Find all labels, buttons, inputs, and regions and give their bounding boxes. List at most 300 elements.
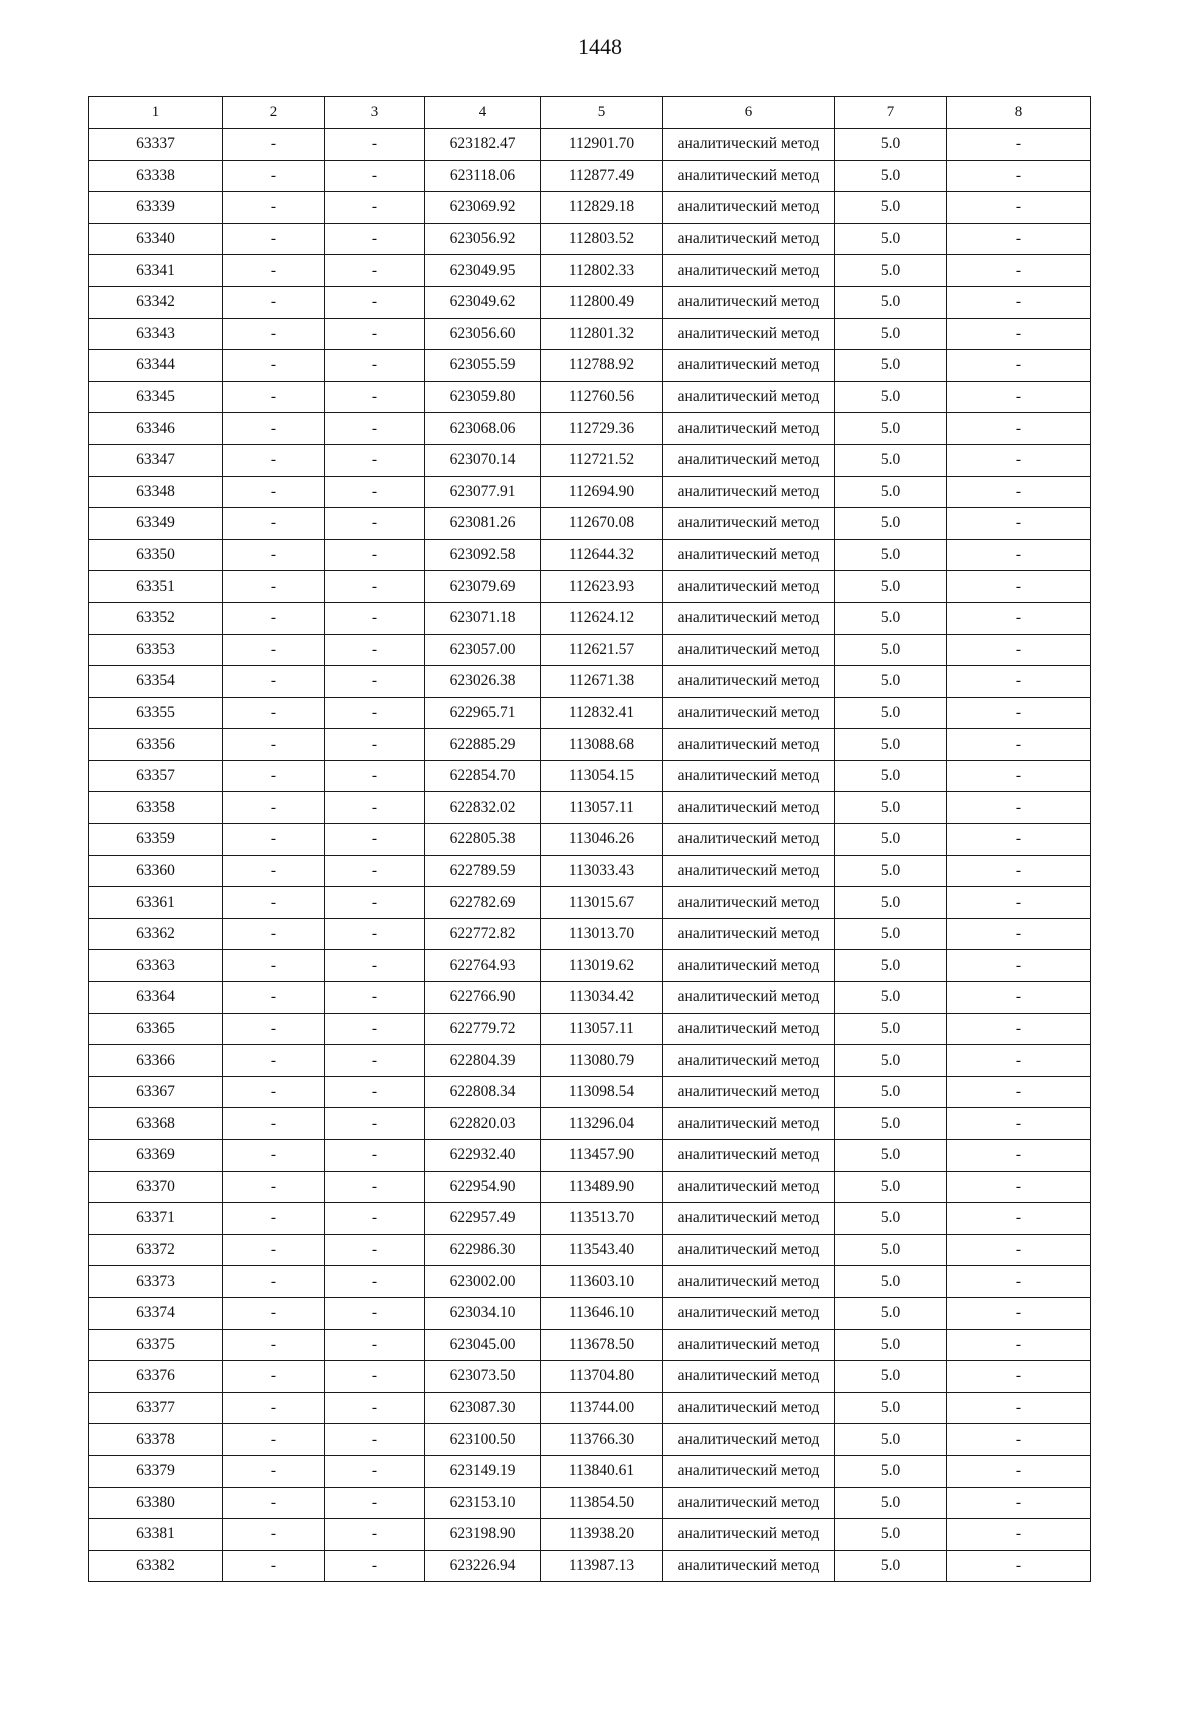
table-cell-col-8: - xyxy=(947,1171,1091,1203)
table-cell-col-6: аналитический метод xyxy=(663,508,835,540)
table-cell-col-1: 63382 xyxy=(89,1550,223,1582)
table-cell-col-2: - xyxy=(223,1108,325,1140)
table-cell-col-2: - xyxy=(223,760,325,792)
table-cell-col-3: - xyxy=(325,824,425,856)
table-row xyxy=(89,1076,1091,1108)
table-cell-col-4: 623073.50 xyxy=(425,1361,541,1393)
table-cell-col-4: 623226.94 xyxy=(425,1550,541,1582)
table-cell-col-8: - xyxy=(947,697,1091,729)
table-cell-col-1: 63338 xyxy=(89,160,223,192)
column-header-5: 5 xyxy=(541,97,663,129)
table-cell-col-5: 113543.40 xyxy=(541,1234,663,1266)
table-cell-col-1: 63371 xyxy=(89,1203,223,1235)
table-cell-col-4: 623069.92 xyxy=(425,192,541,224)
table-cell-col-5: 113057.11 xyxy=(541,1013,663,1045)
table-cell-col-6: аналитический метод xyxy=(663,697,835,729)
table-cell-col-8: - xyxy=(947,1424,1091,1456)
table-cell-col-7: 5.0 xyxy=(835,1297,947,1329)
table-row xyxy=(89,950,1091,982)
table-cell-col-2: - xyxy=(223,1013,325,1045)
table-cell-col-7: 5.0 xyxy=(835,1140,947,1172)
table-row xyxy=(89,1424,1091,1456)
table-cell-col-2: - xyxy=(223,318,325,350)
table-cell-col-5: 112832.41 xyxy=(541,697,663,729)
table-cell-col-8: - xyxy=(947,1550,1091,1582)
table-row xyxy=(89,476,1091,508)
table-cell-col-7: 5.0 xyxy=(835,1550,947,1582)
table-cell-col-5: 113603.10 xyxy=(541,1266,663,1298)
table-cell-col-5: 112901.70 xyxy=(541,129,663,161)
table-row xyxy=(89,697,1091,729)
table-row xyxy=(89,1392,1091,1424)
table-cell-col-2: - xyxy=(223,571,325,603)
table-cell-col-3: - xyxy=(325,887,425,919)
table-cell-col-7: 5.0 xyxy=(835,160,947,192)
table-cell-col-7: 5.0 xyxy=(835,760,947,792)
table-cell-col-4: 623079.69 xyxy=(425,571,541,603)
table-cell-col-7: 5.0 xyxy=(835,729,947,761)
table-cell-col-2: - xyxy=(223,1234,325,1266)
table-cell-col-2: - xyxy=(223,1076,325,1108)
table-cell-col-2: - xyxy=(223,1361,325,1393)
table-cell-col-2: - xyxy=(223,918,325,950)
table-cell-col-5: 112623.93 xyxy=(541,571,663,603)
table-cell-col-8: - xyxy=(947,1045,1091,1077)
table-cell-col-2: - xyxy=(223,286,325,318)
table-cell-col-7: 5.0 xyxy=(835,255,947,287)
table-cell-col-5: 113080.79 xyxy=(541,1045,663,1077)
table-cell-col-7: 5.0 xyxy=(835,1045,947,1077)
table-cell-col-1: 63350 xyxy=(89,539,223,571)
table-cell-col-4: 623045.00 xyxy=(425,1329,541,1361)
table-cell-col-8: - xyxy=(947,602,1091,634)
table-cell-col-7: 5.0 xyxy=(835,444,947,476)
table-body xyxy=(89,129,1091,1582)
table-cell-col-1: 63380 xyxy=(89,1487,223,1519)
table-cell-col-5: 112760.56 xyxy=(541,381,663,413)
table-cell-col-2: - xyxy=(223,381,325,413)
table-cell-col-8: - xyxy=(947,539,1091,571)
table-cell-col-1: 63379 xyxy=(89,1455,223,1487)
table-cell-col-8: - xyxy=(947,160,1091,192)
table-cell-col-3: - xyxy=(325,381,425,413)
table-cell-col-7: 5.0 xyxy=(835,476,947,508)
table-cell-col-5: 113019.62 xyxy=(541,950,663,982)
table-cell-col-7: 5.0 xyxy=(835,1519,947,1551)
table-cell-col-1: 63370 xyxy=(89,1171,223,1203)
table-cell-col-4: 622965.71 xyxy=(425,697,541,729)
table-cell-col-8: - xyxy=(947,666,1091,698)
table-cell-col-5: 113033.43 xyxy=(541,855,663,887)
table-cell-col-2: - xyxy=(223,634,325,666)
table-row xyxy=(89,444,1091,476)
table-cell-col-2: - xyxy=(223,1455,325,1487)
table-row xyxy=(89,286,1091,318)
table-cell-col-6: аналитический метод xyxy=(663,1361,835,1393)
table-cell-col-3: - xyxy=(325,918,425,950)
table-cell-col-4: 622808.34 xyxy=(425,1076,541,1108)
table-cell-col-8: - xyxy=(947,571,1091,603)
table-row xyxy=(89,887,1091,919)
table-cell-col-1: 63362 xyxy=(89,918,223,950)
table-cell-col-4: 622804.39 xyxy=(425,1045,541,1077)
table-cell-col-1: 63375 xyxy=(89,1329,223,1361)
table-cell-col-6: аналитический метод xyxy=(663,666,835,698)
table-cell-col-5: 113034.42 xyxy=(541,982,663,1014)
table-cell-col-8: - xyxy=(947,1519,1091,1551)
table-cell-col-2: - xyxy=(223,1171,325,1203)
table-cell-col-8: - xyxy=(947,1455,1091,1487)
table-cell-col-4: 623068.06 xyxy=(425,413,541,445)
table-cell-col-7: 5.0 xyxy=(835,508,947,540)
table-cell-col-4: 623049.95 xyxy=(425,255,541,287)
table-cell-col-3: - xyxy=(325,697,425,729)
table-header-row xyxy=(89,97,1091,129)
table-cell-col-5: 112800.49 xyxy=(541,286,663,318)
table-cell-col-5: 112803.52 xyxy=(541,223,663,255)
table-cell-col-8: - xyxy=(947,192,1091,224)
table-cell-col-3: - xyxy=(325,192,425,224)
table-cell-col-4: 622954.90 xyxy=(425,1171,541,1203)
table-cell-col-5: 113766.30 xyxy=(541,1424,663,1456)
table-cell-col-6: аналитический метод xyxy=(663,1266,835,1298)
table-cell-col-2: - xyxy=(223,1045,325,1077)
table-cell-col-7: 5.0 xyxy=(835,697,947,729)
table-cell-col-1: 63352 xyxy=(89,602,223,634)
table-cell-col-6: аналитический метод xyxy=(663,1045,835,1077)
table-row xyxy=(89,792,1091,824)
table-cell-col-2: - xyxy=(223,697,325,729)
table-cell-col-8: - xyxy=(947,318,1091,350)
table-cell-col-6: аналитический метод xyxy=(663,1171,835,1203)
table-cell-col-2: - xyxy=(223,1266,325,1298)
table-cell-col-5: 113704.80 xyxy=(541,1361,663,1393)
table-cell-col-6: аналитический метод xyxy=(663,1013,835,1045)
table-cell-col-3: - xyxy=(325,476,425,508)
table-cell-col-7: 5.0 xyxy=(835,1266,947,1298)
table-cell-col-5: 112644.32 xyxy=(541,539,663,571)
table-cell-col-1: 63355 xyxy=(89,697,223,729)
table-cell-col-7: 5.0 xyxy=(835,1171,947,1203)
table-cell-col-3: - xyxy=(325,666,425,698)
table-cell-col-4: 623092.58 xyxy=(425,539,541,571)
table-row xyxy=(89,1203,1091,1235)
table-cell-col-2: - xyxy=(223,1487,325,1519)
table-cell-col-3: - xyxy=(325,1013,425,1045)
table-cell-col-4: 623087.30 xyxy=(425,1392,541,1424)
table-cell-col-1: 63348 xyxy=(89,476,223,508)
table-cell-col-2: - xyxy=(223,350,325,382)
table-cell-col-8: - xyxy=(947,1487,1091,1519)
table-cell-col-8: - xyxy=(947,508,1091,540)
table-cell-col-3: - xyxy=(325,602,425,634)
table-cell-col-6: аналитический метод xyxy=(663,1424,835,1456)
table-cell-col-8: - xyxy=(947,1266,1091,1298)
table-cell-col-7: 5.0 xyxy=(835,413,947,445)
table-row xyxy=(89,634,1091,666)
table-cell-col-2: - xyxy=(223,1140,325,1172)
table-cell-col-5: 112671.38 xyxy=(541,666,663,698)
table-cell-col-3: - xyxy=(325,255,425,287)
table-cell-col-4: 622779.72 xyxy=(425,1013,541,1045)
table-cell-col-8: - xyxy=(947,634,1091,666)
table-cell-col-1: 63351 xyxy=(89,571,223,603)
table-cell-col-6: аналитический метод xyxy=(663,1203,835,1235)
table-cell-col-4: 622782.69 xyxy=(425,887,541,919)
table-cell-col-1: 63369 xyxy=(89,1140,223,1172)
table-cell-col-2: - xyxy=(223,508,325,540)
table-cell-col-8: - xyxy=(947,824,1091,856)
table-row xyxy=(89,1455,1091,1487)
table-cell-col-6: аналитический метод xyxy=(663,476,835,508)
table-cell-col-5: 113513.70 xyxy=(541,1203,663,1235)
table-cell-col-6: аналитический метод xyxy=(663,350,835,382)
table-cell-col-6: аналитический метод xyxy=(663,223,835,255)
table-row xyxy=(89,571,1091,603)
table-cell-col-6: аналитический метод xyxy=(663,539,835,571)
table-cell-col-1: 63344 xyxy=(89,350,223,382)
table-cell-col-4: 623081.26 xyxy=(425,508,541,540)
page-number: 1448 xyxy=(578,34,622,59)
table-row xyxy=(89,1013,1091,1045)
table-cell-col-6: аналитический метод xyxy=(663,1297,835,1329)
table-cell-col-6: аналитический метод xyxy=(663,1392,835,1424)
table-cell-col-3: - xyxy=(325,982,425,1014)
table-cell-col-5: 113854.50 xyxy=(541,1487,663,1519)
table-cell-col-3: - xyxy=(325,571,425,603)
table-cell-col-8: - xyxy=(947,286,1091,318)
table-cell-col-7: 5.0 xyxy=(835,634,947,666)
table-cell-col-6: аналитический метод xyxy=(663,887,835,919)
table-cell-col-3: - xyxy=(325,634,425,666)
table-cell-col-2: - xyxy=(223,413,325,445)
table-cell-col-8: - xyxy=(947,950,1091,982)
table-cell-col-5: 112788.92 xyxy=(541,350,663,382)
table-cell-col-4: 623118.06 xyxy=(425,160,541,192)
table-cell-col-1: 63347 xyxy=(89,444,223,476)
table-cell-col-7: 5.0 xyxy=(835,571,947,603)
table-row xyxy=(89,1234,1091,1266)
table-cell-col-1: 63349 xyxy=(89,508,223,540)
table-cell-col-1: 63368 xyxy=(89,1108,223,1140)
table-cell-col-4: 623049.62 xyxy=(425,286,541,318)
table-cell-col-5: 113296.04 xyxy=(541,1108,663,1140)
table-cell-col-2: - xyxy=(223,444,325,476)
table-cell-col-7: 5.0 xyxy=(835,1234,947,1266)
table-cell-col-2: - xyxy=(223,666,325,698)
table-cell-col-4: 623071.18 xyxy=(425,602,541,634)
table-cell-col-4: 622764.93 xyxy=(425,950,541,982)
table-cell-col-2: - xyxy=(223,476,325,508)
table-cell-col-5: 113646.10 xyxy=(541,1297,663,1329)
table-cell-col-2: - xyxy=(223,1550,325,1582)
table-cell-col-1: 63372 xyxy=(89,1234,223,1266)
table-cell-col-6: аналитический метод xyxy=(663,760,835,792)
table-cell-col-5: 113088.68 xyxy=(541,729,663,761)
table-cell-col-2: - xyxy=(223,192,325,224)
table-cell-col-7: 5.0 xyxy=(835,350,947,382)
table-cell-col-7: 5.0 xyxy=(835,1455,947,1487)
table-cell-col-4: 623070.14 xyxy=(425,444,541,476)
table-row xyxy=(89,855,1091,887)
table-cell-col-7: 5.0 xyxy=(835,824,947,856)
table-cell-col-2: - xyxy=(223,1297,325,1329)
table-cell-col-4: 622820.03 xyxy=(425,1108,541,1140)
table-cell-col-8: - xyxy=(947,223,1091,255)
table-cell-col-1: 63374 xyxy=(89,1297,223,1329)
table-cell-col-3: - xyxy=(325,160,425,192)
table-cell-col-6: аналитический метод xyxy=(663,286,835,318)
table-row xyxy=(89,1266,1091,1298)
table-cell-col-1: 63346 xyxy=(89,413,223,445)
table-cell-col-5: 113015.67 xyxy=(541,887,663,919)
table-row xyxy=(89,381,1091,413)
table-cell-col-3: - xyxy=(325,855,425,887)
table-cell-col-5: 113489.90 xyxy=(541,1171,663,1203)
table-cell-col-1: 63340 xyxy=(89,223,223,255)
table-cell-col-4: 623198.90 xyxy=(425,1519,541,1551)
table-cell-col-8: - xyxy=(947,444,1091,476)
table-cell-col-6: аналитический метод xyxy=(663,634,835,666)
table-row xyxy=(89,1361,1091,1393)
table-cell-col-4: 623182.47 xyxy=(425,129,541,161)
table-cell-col-6: аналитический метод xyxy=(663,381,835,413)
table-cell-col-5: 112729.36 xyxy=(541,413,663,445)
table-cell-col-2: - xyxy=(223,160,325,192)
table-cell-col-3: - xyxy=(325,318,425,350)
table-row xyxy=(89,318,1091,350)
table-cell-col-6: аналитический метод xyxy=(663,318,835,350)
table-row xyxy=(89,666,1091,698)
table-cell-col-3: - xyxy=(325,1140,425,1172)
table-cell-col-8: - xyxy=(947,1361,1091,1393)
table-cell-col-4: 623149.19 xyxy=(425,1455,541,1487)
table-cell-col-1: 63373 xyxy=(89,1266,223,1298)
table-row xyxy=(89,129,1091,161)
table-cell-col-7: 5.0 xyxy=(835,1329,947,1361)
table-cell-col-1: 63358 xyxy=(89,792,223,824)
table-row xyxy=(89,602,1091,634)
table-cell-col-6: аналитический метод xyxy=(663,792,835,824)
table-cell-col-3: - xyxy=(325,350,425,382)
table-row xyxy=(89,760,1091,792)
table-cell-col-1: 63361 xyxy=(89,887,223,919)
table-cell-col-7: 5.0 xyxy=(835,129,947,161)
table-row xyxy=(89,350,1091,382)
table-cell-col-7: 5.0 xyxy=(835,539,947,571)
table-cell-col-3: - xyxy=(325,1108,425,1140)
table-cell-col-1: 63376 xyxy=(89,1361,223,1393)
table-cell-col-2: - xyxy=(223,824,325,856)
table-cell-col-3: - xyxy=(325,1550,425,1582)
column-header-2: 2 xyxy=(223,97,325,129)
table-cell-col-3: - xyxy=(325,223,425,255)
table-cell-col-4: 622832.02 xyxy=(425,792,541,824)
column-header-8: 8 xyxy=(947,97,1091,129)
table-cell-col-6: аналитический метод xyxy=(663,1234,835,1266)
table-cell-col-8: - xyxy=(947,729,1091,761)
table-cell-col-5: 113840.61 xyxy=(541,1455,663,1487)
table-cell-col-7: 5.0 xyxy=(835,792,947,824)
table-cell-col-2: - xyxy=(223,1392,325,1424)
table-cell-col-6: аналитический метод xyxy=(663,255,835,287)
table-cell-col-5: 112877.49 xyxy=(541,160,663,192)
table-row xyxy=(89,1487,1091,1519)
table-cell-col-4: 623153.10 xyxy=(425,1487,541,1519)
table-cell-col-3: - xyxy=(325,760,425,792)
table-cell-col-6: аналитический метод xyxy=(663,950,835,982)
table-cell-col-2: - xyxy=(223,539,325,571)
table-cell-col-6: аналитический метод xyxy=(663,571,835,603)
table-row xyxy=(89,539,1091,571)
table-cell-col-2: - xyxy=(223,982,325,1014)
table-cell-col-1: 63363 xyxy=(89,950,223,982)
table-cell-col-1: 63381 xyxy=(89,1519,223,1551)
table-cell-col-1: 63342 xyxy=(89,286,223,318)
table-cell-col-8: - xyxy=(947,350,1091,382)
table-cell-col-5: 113098.54 xyxy=(541,1076,663,1108)
table-cell-col-3: - xyxy=(325,1234,425,1266)
table-cell-col-6: аналитический метод xyxy=(663,1140,835,1172)
table-cell-col-1: 63359 xyxy=(89,824,223,856)
table-row xyxy=(89,1550,1091,1582)
table-cell-col-6: аналитический метод xyxy=(663,129,835,161)
table-cell-col-5: 113057.11 xyxy=(541,792,663,824)
table-cell-col-4: 623100.50 xyxy=(425,1424,541,1456)
table-row xyxy=(89,982,1091,1014)
table-cell-col-1: 63365 xyxy=(89,1013,223,1045)
table-cell-col-8: - xyxy=(947,129,1091,161)
table-cell-col-2: - xyxy=(223,129,325,161)
table-row xyxy=(89,824,1091,856)
table-cell-col-7: 5.0 xyxy=(835,1076,947,1108)
table-cell-col-6: аналитический метод xyxy=(663,1108,835,1140)
table-cell-col-8: - xyxy=(947,1392,1091,1424)
table-cell-col-6: аналитический метод xyxy=(663,1329,835,1361)
table-cell-col-5: 113013.70 xyxy=(541,918,663,950)
table-row xyxy=(89,223,1091,255)
table-cell-col-2: - xyxy=(223,602,325,634)
table-cell-col-8: - xyxy=(947,1329,1091,1361)
table-cell-col-7: 5.0 xyxy=(835,950,947,982)
table-cell-col-8: - xyxy=(947,1297,1091,1329)
table-cell-col-7: 5.0 xyxy=(835,666,947,698)
table-cell-col-1: 63377 xyxy=(89,1392,223,1424)
table-cell-col-3: - xyxy=(325,539,425,571)
table-cell-col-3: - xyxy=(325,508,425,540)
table-cell-col-6: аналитический метод xyxy=(663,918,835,950)
table-cell-col-5: 113744.00 xyxy=(541,1392,663,1424)
table-cell-col-8: - xyxy=(947,918,1091,950)
table-cell-col-1: 63356 xyxy=(89,729,223,761)
table-cell-col-8: - xyxy=(947,413,1091,445)
table-cell-col-4: 622789.59 xyxy=(425,855,541,887)
table-cell-col-4: 622986.30 xyxy=(425,1234,541,1266)
table-cell-col-3: - xyxy=(325,1297,425,1329)
column-header-1: 1 xyxy=(89,97,223,129)
table-cell-col-3: - xyxy=(325,1361,425,1393)
table-cell-col-3: - xyxy=(325,1424,425,1456)
table-cell-col-7: 5.0 xyxy=(835,1392,947,1424)
table-row xyxy=(89,729,1091,761)
table-cell-col-1: 63367 xyxy=(89,1076,223,1108)
table-cell-col-4: 623059.80 xyxy=(425,381,541,413)
table-cell-col-8: - xyxy=(947,476,1091,508)
table-row xyxy=(89,160,1091,192)
table-cell-col-3: - xyxy=(325,413,425,445)
table-cell-col-8: - xyxy=(947,982,1091,1014)
table-cell-col-4: 622957.49 xyxy=(425,1203,541,1235)
